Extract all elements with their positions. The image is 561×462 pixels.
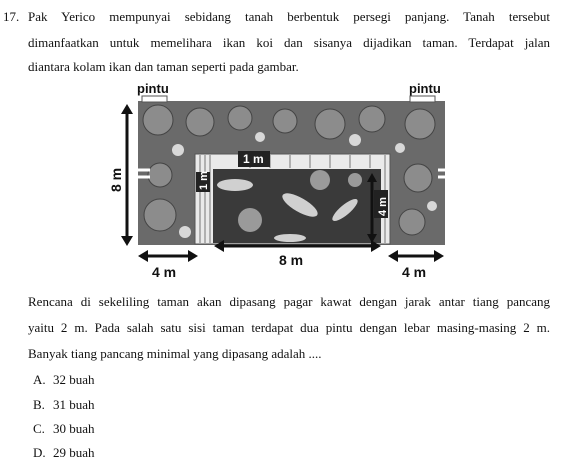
option-d-text: 29 buah: [53, 445, 95, 460]
body-line-3: Banyak tiang pancang minimal yang dipasang adalah ....: [28, 346, 322, 361]
option-b[interactable]: [33, 397, 95, 413]
bottom-left-label: 4 m: [152, 264, 177, 280]
option-b-text: 31 buah: [53, 397, 95, 412]
intro-line-2: dimanfaatkan untuk memelihara ikan koi dan sisanya dijadikan taman. Terdapat jalan: [28, 35, 550, 50]
option-c-text: 30 buah: [53, 421, 95, 436]
bottom-mid-label: 8 m: [279, 252, 304, 268]
option-a-label: A.: [33, 372, 46, 387]
option-c[interactable]: [33, 421, 95, 437]
option-b-label: B.: [33, 397, 45, 412]
option-a-text: 32 buah: [53, 372, 95, 387]
height-label: 8 m: [108, 167, 124, 192]
question-number: 17.: [3, 9, 20, 24]
door-right-label: pintu: [409, 81, 441, 96]
gate-left: [142, 96, 167, 102]
option-a[interactable]: [33, 372, 95, 388]
door-left-label: pintu: [137, 81, 169, 96]
intro-line-1: Pak Yerico mempunyai sebidang tanah berbentuk persegi panjang. Tanah tersebut: [28, 9, 550, 24]
body-line-1: Rencana di sekeliling taman akan dipasang pagar kawat dengan jarak antar tiang pancang: [28, 294, 550, 309]
option-d[interactable]: [33, 445, 95, 461]
option-d-label: D.: [33, 445, 46, 460]
pond-height-label: 4 m: [377, 197, 389, 216]
bottom-right-label: 4 m: [402, 264, 427, 280]
path-left-label: 1 m: [198, 171, 210, 190]
gate-right: [410, 96, 435, 102]
intro-line-3: diantara kolam ikan dan taman seperti pada gambar.: [28, 59, 299, 74]
body-line-2: yaitu 2 m. Pada salah satu sisi taman terdapat dua pintu dengan lebar masing-masing 2 m.: [28, 320, 550, 335]
path-top-label: 1 m: [243, 152, 264, 166]
option-c-label: C.: [33, 421, 45, 436]
